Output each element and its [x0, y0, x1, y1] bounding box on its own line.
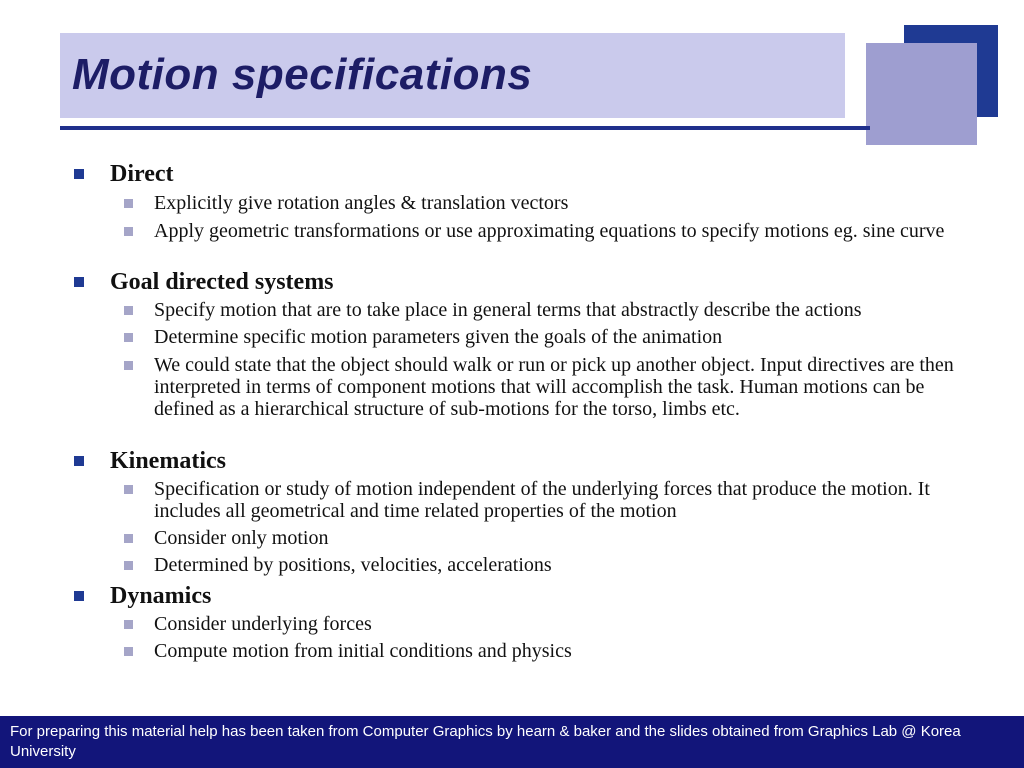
sub-bullet-icon — [124, 333, 133, 342]
section-heading: Kinematics — [110, 448, 226, 474]
title-underline — [60, 126, 870, 130]
sub-bullet-icon — [124, 227, 133, 236]
list-item-text: Compute motion from initial conditions and physics — [154, 640, 572, 662]
section-heading: Direct — [110, 161, 174, 187]
sub-bullet-icon — [124, 561, 133, 570]
section-heading: Goal directed systems — [110, 269, 334, 295]
section-heading: Dynamics — [110, 583, 212, 609]
list-item-text: We could state that the object should walk or run or pick up another object. Input directives are then interpreted in terms of component motions that will accomplish the task. Human motions can be defined as a hierarchical structure of sub-motions for the torso, limbs etc. — [154, 354, 954, 420]
bullet-square-icon — [74, 277, 84, 287]
sub-bullet-icon — [124, 647, 133, 656]
footer-credit: For preparing this material help has been taken from Computer Graphics by hearn & baker and the slides obtained from Graphics Lab @ Korea University — [0, 716, 1024, 768]
list-item-text: Consider underlying forces — [154, 613, 372, 635]
slide-title: Motion specifications — [72, 50, 533, 99]
sub-bullet-icon — [124, 361, 133, 370]
list-item-text: Explicitly give rotation angles & translation vectors — [154, 192, 569, 214]
sub-bullet-icon — [124, 534, 133, 543]
list-item-text: Determined by positions, velocities, accelerations — [154, 554, 552, 576]
bullet-square-icon — [74, 591, 84, 601]
bullet-square-icon — [74, 169, 84, 179]
decor-square-light — [866, 43, 977, 145]
sub-bullet-icon — [124, 620, 133, 629]
sub-bullet-icon — [124, 199, 133, 208]
list-item-text: Determine specific motion parameters given the goals of the animation — [154, 326, 723, 348]
list-item-text: Specification or study of motion independent of the underlying forces that produce the motion. It includes all geometrical and time related properties of the motion — [154, 478, 930, 522]
list-item-text: Specify motion that are to take place in general terms that abstractly describe the actions — [154, 299, 862, 321]
list-item-text: Apply geometric transformations or use approximating equations to specify motions eg. sine curve — [154, 220, 945, 242]
list-item-text: Consider only motion — [154, 527, 329, 549]
sub-bullet-icon — [124, 485, 133, 494]
sub-bullet-icon — [124, 306, 133, 315]
bullet-square-icon — [74, 456, 84, 466]
